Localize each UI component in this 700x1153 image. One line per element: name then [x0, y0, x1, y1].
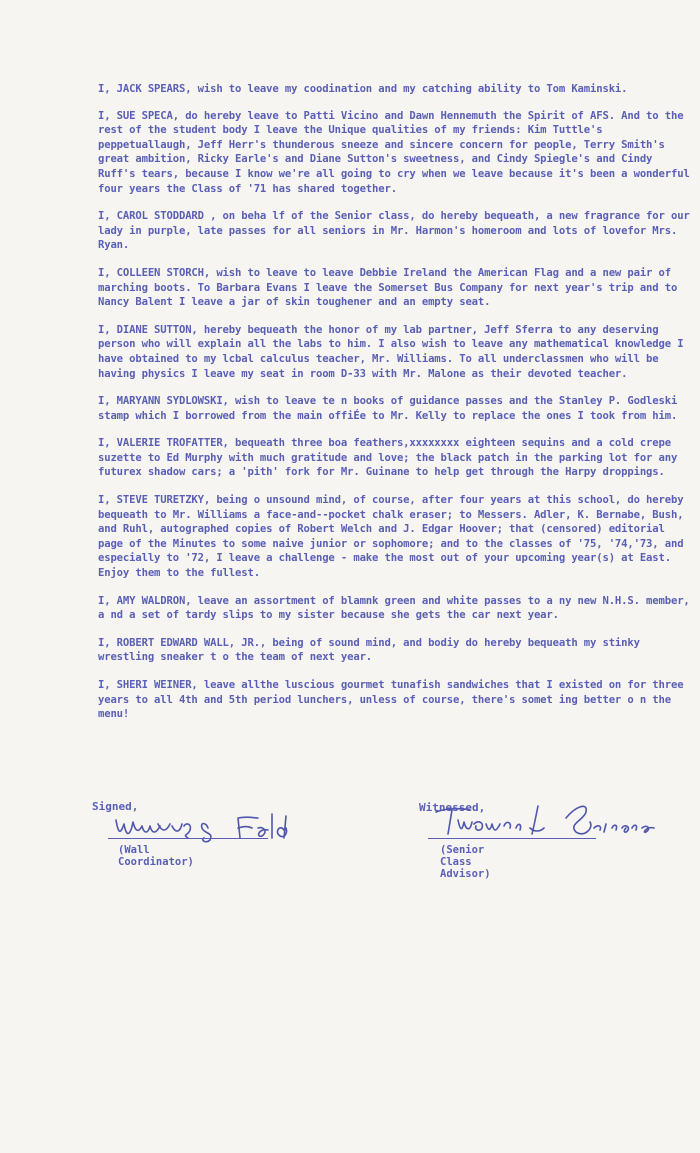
paragraph-sue-speca: I, SUE SPECA, do hereby leave to Patti Vicino and Dawn Hennemuth the Spirit of AFS. And to the rest of the student body I leave the Unique qualities of my friends: Kim Tuttle's peppetuallaugh, Jeff Herr's thunderous sneeze and sincere concern for people, Terry Smith's great ambition, Ricky Earle's and Diane Sutton's sweetness, and Cindy Spiegle's and Cindy Ruff's tears, because I know we're all going to cry when we leave because it's been a wonderful four years the Class of '71 has shared together. [98, 109, 690, 195]
will-text [98, 82, 690, 735]
paragraph-robert-wall: I, ROBERT EDWARD WALL, JR., being of sound mind, and bodiy do hereby bequeath my stinky wrestling sneaker t o the team of next year. [98, 636, 640, 664]
paragraph-valerie-trofatter: I, VALERIE TROFATTER, bequeath three boa feathers,xxxxxxxx eighteen sequins and a cold crepe suzette to Ed Murphy with much gratitude and love; the black patch in the parking lot for any futurex shadow cars; a 'pith' fork for Mr. Guinane to help get through the Harpy droppings. [98, 437, 678, 479]
signed-label: Signed, [92, 800, 139, 813]
paragraph-colleen-storch: I, COLLEEN STORCH, wish to leave to leave Debbie Ireland the American Flag and a new pair of marching boots. To Barbara Evans I leave the Somerset Bus Company for next year's trip and to Nancy Balent I leave a jar of skin toughener and an empty seat. [98, 266, 678, 309]
witnessed-line [428, 838, 596, 839]
witnessed-label: Witnessed, [419, 801, 486, 814]
wall-coordinator-title: (Wall Coordinator) [118, 844, 194, 868]
paragraph-steve-turetzky: I, STEVE TURETZKY, being o unsound mind, of course, after four years at this school, do hereby bequeath to Mr. Williams a face-and--pocket chalk eraser; to Messers. Adler, K. Bernabe, Bush, and Ruhl, autographed copies of Robert Welch and J. Edgar Hoover; that (censored) editorial page of the Minutes to some naive junior or sophomore; and to the classes of '75, '74,'73, and especially to '72, I leave a challenge - make the most out of your upcoming year(s) at East. Enjoy them to the fullest. [98, 494, 684, 580]
paragraph-amy-waldron: I, AMY WALDRON, leave an assortment of blamnk green and white passes to a ny new N.H.S. member, a nd a set of tardy slips to my sister because she gets the car next year. [98, 594, 690, 622]
paragraph-jack-spears: I, JACK SPEARS, wish to leave my coodination and my catching ability to Tom Kaminski. [98, 83, 628, 95]
signed-line [108, 838, 268, 839]
paragraph-maryann-sydlowski: I, MARYANN SYDLOWSKI, wish to leave te n books of guidance passes and the Stanley P. Godleski stamp which I borrowed from the main offiÉe to Mr. Kelly to replace the ones I took from him. [98, 395, 678, 422]
paragraph-sheri-weiner: I, SHERI WEINER, leave allthe luscious gourmet tunafish sandwiches that I existed on for three years to all 4th and 5th period lunchers, unless of course, there's somet ing better o n the menu! [98, 679, 684, 721]
senior-class-advisor-signature [426, 798, 666, 842]
paragraph-diane-sutton: I, DIANE SUTTON, hereby bequeath the honor of my lab partner, Jeff Sferra to any deserving person who will explain all the labs to him. I also wish to leave any mathematical knowledge I have obtained to my lcbal calculus teacher, Mr. Williams. To all underclassmen who will be having physics I leave my seat in room D-33 with Mr. Malone as their devoted teacher. [98, 323, 684, 380]
senior-class-advisor-title: (Senior Class Advisor) [440, 844, 491, 880]
paragraph-carol-stoddard: I, CAROL STODDARD , on beha lf of the Senior class, do hereby bequeath, a new fragrance for our lady in purple, late passes for all seniors in Mr. Harmon's homeroom and lots of lovefor Mrs. Ryan. [98, 210, 690, 252]
